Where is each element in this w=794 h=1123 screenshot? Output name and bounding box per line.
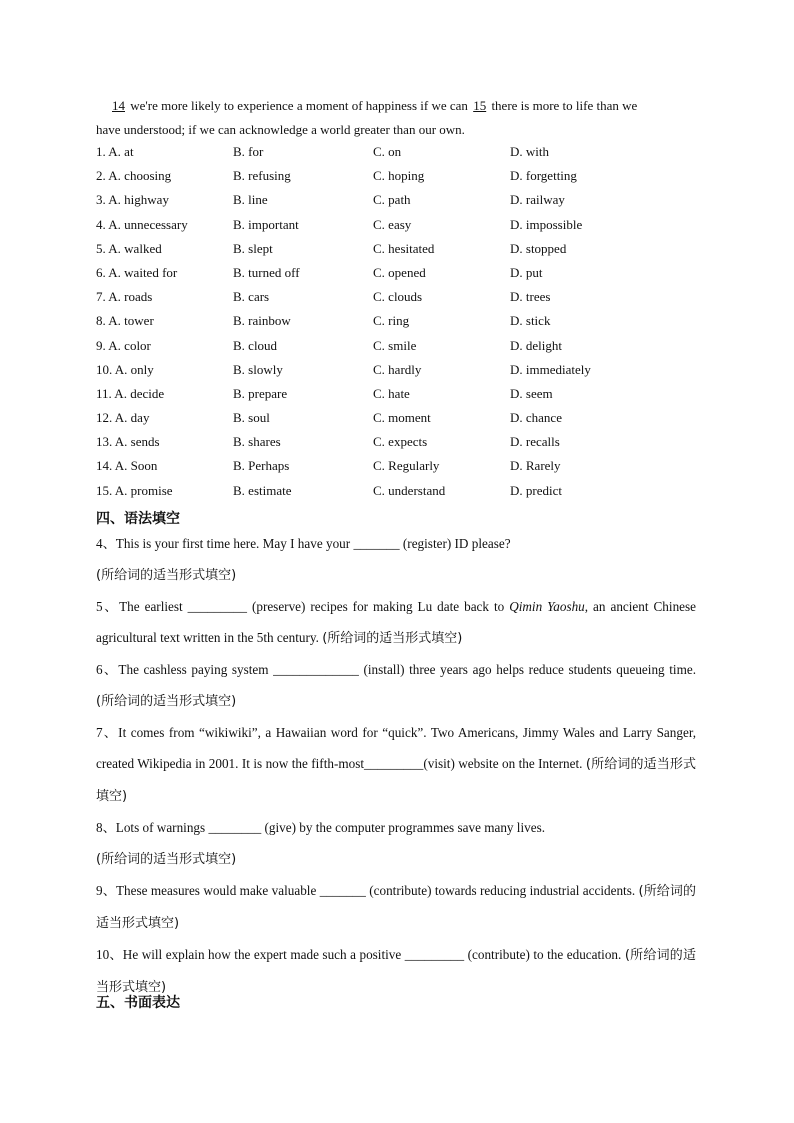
option-a: 15. A. promise [96, 482, 173, 498]
hint-text: (所给词的适当形式填空) [96, 948, 696, 995]
option-row [96, 285, 696, 309]
option-b: B. slept [233, 240, 273, 256]
question-5: 5、The earliest _________ (preserve) recipes for making Lu date back to Qimin Yaoshu, an ancient Chinese agricultural text written in the 5th century. (所给词的适当形式填空) [96, 599, 696, 646]
option-row [96, 309, 696, 333]
option-c: C. moment [373, 410, 431, 426]
option-row [96, 454, 696, 478]
option-row [96, 164, 696, 188]
passage-text-2: there is more to life than we [488, 98, 638, 113]
option-a: 14. A. Soon [96, 458, 158, 474]
blank-15: 15 [473, 98, 487, 113]
passage-text-1: we're more likely to experience a moment of happiness if we can [127, 98, 472, 113]
option-row [96, 358, 696, 382]
option-c: C. hate [373, 385, 410, 401]
option-a: 13. A. sends [96, 434, 160, 450]
option-b: B. for [233, 144, 264, 159]
option-d: D. impossible [510, 216, 583, 232]
option-c: C. ring [373, 313, 410, 329]
option-b: B. cloud [233, 337, 278, 353]
grammar-questions [96, 528, 696, 1003]
options-table [96, 140, 696, 503]
option-row [96, 261, 696, 285]
option-c: C. hesitated [373, 240, 435, 256]
option-d: D. trees [510, 289, 551, 305]
option-row [96, 213, 696, 237]
option-c: C. path [373, 192, 411, 208]
option-a: 8. A. tower [96, 313, 154, 329]
option-d: D. seem [510, 385, 553, 401]
option-d: D. with [510, 144, 549, 159]
option-c: C. hoping [373, 168, 425, 184]
section-four-heading: 四、语法填空 [96, 511, 180, 527]
option-a: 2. A. choosing [96, 168, 172, 184]
option-c: C. understand [373, 482, 446, 498]
option-b: B. rainbow [233, 313, 291, 329]
passage-line-2: have understood; if we can acknowledge a world greater than our own. [96, 122, 465, 137]
option-b: B. prepare [233, 385, 288, 401]
option-d: D. forgetting [510, 168, 577, 184]
option-c: C. clouds [373, 289, 423, 305]
passage-ending [96, 94, 706, 142]
hint-text: (所给词的适当形式填空) [322, 631, 463, 646]
option-a: 11. A. decide [96, 385, 165, 401]
passage-line-1 [96, 94, 706, 118]
option-c: C. smile [373, 337, 417, 353]
question-7: 7、It comes from “wikiwiki”, a Hawaiian word for “quick”. Two Americans, Jimmy Wales and Larry Sanger, created Wikipedia in 2001. It is now the fifth-most_________(visit) website on the Internet. (所给词的适当形式填空) [96, 725, 697, 804]
hint-text: (所给词的适当形式填空) [96, 852, 237, 867]
question-8: 8、Lots of warnings ________ (give) by the computer programmes save many lives. (所给词的适当形式填空) [96, 820, 546, 867]
option-a: 9. A. color [96, 337, 151, 353]
option-c: C. easy [373, 216, 412, 232]
option-d: D. predict [510, 482, 562, 498]
option-c: C. expects [373, 434, 428, 450]
blank-14: 14 [112, 98, 125, 113]
option-a: 12. A. day [96, 410, 150, 426]
option-a: 7. A. roads [96, 289, 153, 305]
question-4: 4、This is your first time here. May I have your _______ (register) ID please? (所给词的适当形式填空) [96, 536, 511, 583]
option-b: B. refusing [233, 168, 291, 184]
option-row [96, 406, 696, 430]
option-row [96, 334, 696, 358]
hint-text: (所给词的适当形式填空) [96, 694, 237, 709]
option-d: D. put [510, 264, 543, 280]
book-title: Qimin Yaoshu [509, 599, 585, 614]
option-d: D. recalls [510, 434, 560, 450]
question-6: 6、The cashless paying system _____________ (install) three years ago helps reduce students queueing time. (所给词的适当形式填空) [96, 662, 696, 709]
option-c: C. on [373, 144, 402, 159]
option-d: D. chance [510, 410, 562, 426]
option-a: 1. A. at [96, 144, 134, 159]
option-b: B. estimate [233, 482, 292, 498]
option-d: D. immediately [510, 361, 591, 377]
option-d: D. stick [510, 313, 551, 329]
option-row [96, 140, 696, 164]
hint-text: (所给词的适当形式填空) [96, 884, 696, 931]
hint-text: (所给词的适当形式填空) [96, 568, 237, 583]
section-five-heading: 五、书面表达 [96, 995, 180, 1011]
option-d: D. railway [510, 192, 565, 208]
option-b: B. cars [233, 289, 270, 305]
option-b: B. slowly [233, 361, 283, 377]
option-row [96, 382, 696, 406]
option-a: 6. A. waited for [96, 264, 178, 280]
option-row [96, 237, 696, 261]
option-b: B. soul [233, 410, 270, 426]
option-d: D. Rarely [510, 458, 561, 474]
option-row [96, 479, 696, 503]
question-9: 9、These measures would make valuable _______ (contribute) towards reducing industrial accidents. (所给词的适当形式填空) [96, 883, 696, 931]
option-b: B. Perhaps [233, 458, 290, 474]
option-row [96, 430, 696, 454]
option-c: C. Regularly [373, 458, 440, 474]
option-a: 3. A. highway [96, 192, 169, 208]
option-b: B. important [233, 216, 299, 232]
option-b: B. line [233, 192, 268, 208]
option-b: B. shares [233, 434, 281, 450]
option-d: D. delight [510, 337, 562, 353]
option-b: B. turned off [233, 264, 300, 280]
option-row [96, 188, 696, 212]
option-d: D. stopped [510, 240, 567, 256]
option-a: 5. A. walked [96, 240, 162, 256]
hint-text: (所给词的适当形式填空) [96, 757, 697, 804]
option-c: C. opened [373, 264, 426, 280]
question-10: 10、He will explain how the expert made such a positive _________ (contribute) to the education. (所给词的适当形式填空) [96, 947, 696, 995]
option-c: C. hardly [373, 361, 422, 377]
option-a: 4. A. unnecessary [96, 216, 188, 232]
option-a: 10. A. only [96, 361, 154, 377]
